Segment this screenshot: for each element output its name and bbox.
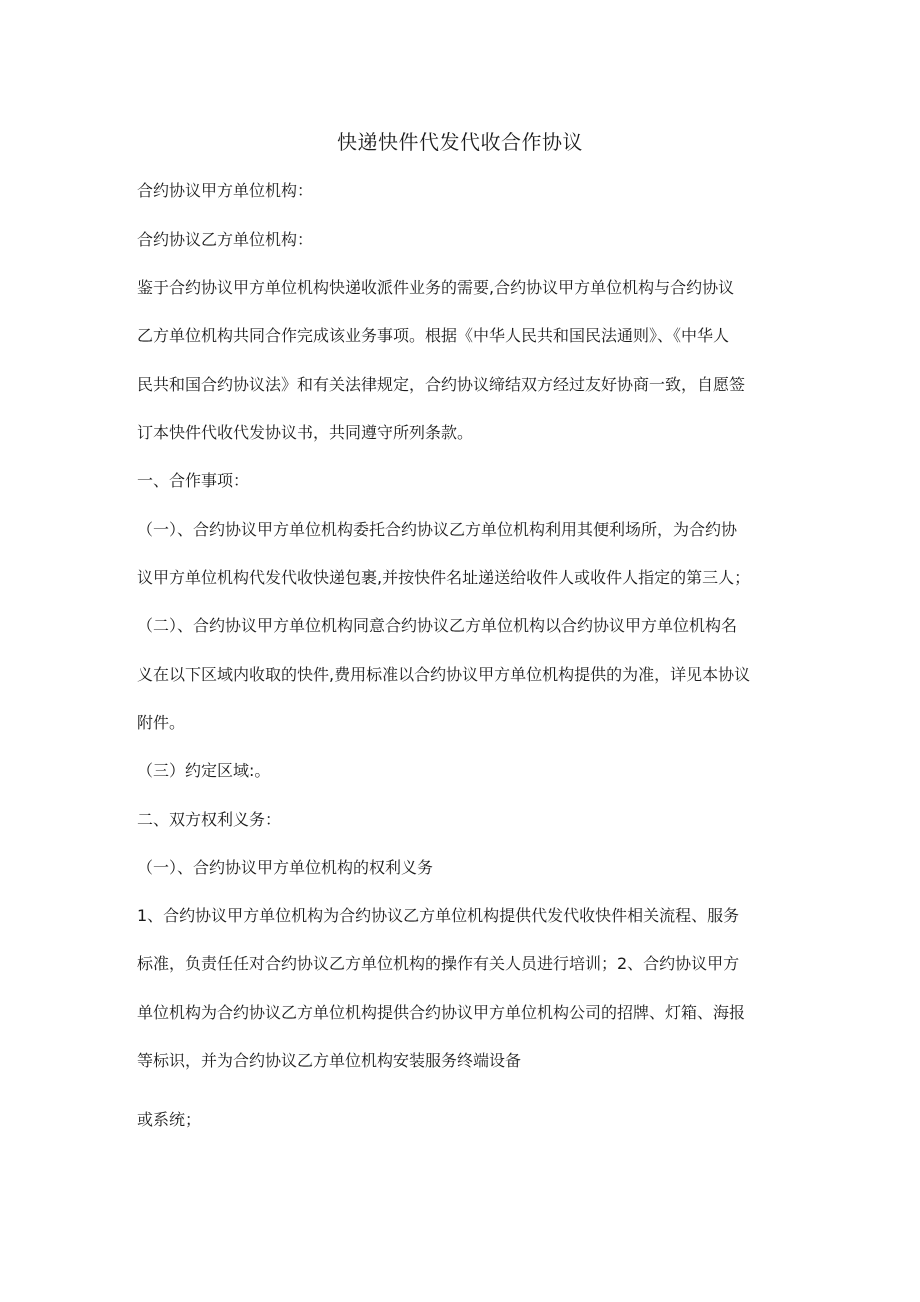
preamble-line-3: 民共和国合约协议法》和有关法律规定，合约协议缔结双方经过友好协商一致，自愿签: [137, 375, 746, 394]
clause-1-3: （三）约定区域:。: [137, 761, 271, 780]
clause-1-2-line-2: 义在以下区域内收取的快件,费用标准以合约协议甲方单位机构提供的为准，详见本协议: [137, 665, 751, 684]
section-2-heading: 二、双方权利义务：: [137, 810, 282, 829]
item-line-1: 1、合约协议甲方单位机构为合约协议乙方单位机构提供代发代收快件相关流程、服务: [137, 906, 740, 925]
party-a-line: 合约协议甲方单位机构：: [137, 181, 314, 200]
section-1-heading: 一、合作事项：: [137, 471, 250, 490]
item-line-3: 单位机构为合约协议乙方单位机构提供合约协议甲方单位机构公司的招牌、灯箱、海报: [137, 1003, 746, 1022]
preamble-line-4: 订本快件代收代发协议书，共同遵守所列条款。: [137, 423, 474, 442]
preamble-line-1: 鉴于合约协议甲方单位机构快递收派件业务的需要,合约协议甲方单位机构与合约协议: [137, 278, 735, 297]
clause-2-1-heading: （一）、合约协议甲方单位机构的权利义务: [137, 858, 434, 877]
document-title: 快递快件代发代收合作协议: [337, 130, 583, 154]
party-b-line: 合约协议乙方单位机构：: [137, 230, 314, 249]
clause-1-2-line-1: （二）、合约协议甲方单位机构同意合约协议乙方单位机构以合约协议甲方单位机构名: [137, 616, 738, 635]
item-line-4: 等标识，并为合约协议乙方单位机构安装服务终端设备: [137, 1051, 522, 1070]
item-line-2: 标准，负责任任对合约协议乙方单位机构的操作有关人员进行培训；2、合约协议甲方: [137, 954, 740, 973]
preamble-line-2: 乙方单位机构共同合作完成该业务事项。根据《中华人民共和国民法通则》、《中华人: [137, 326, 730, 345]
clause-1-2-line-3: 附件。: [137, 713, 186, 732]
clause-1-1-line-1: （一）、合约协议甲方单位机构委托合约协议乙方单位机构利用其便利场所，为合约协: [137, 520, 738, 539]
item-line-5: 或系统；: [137, 1110, 202, 1129]
clause-1-1-line-2: 议甲方单位机构代发代收快递包裹,并按快件名址递送给收件人或收件人指定的第三人；: [137, 568, 751, 587]
